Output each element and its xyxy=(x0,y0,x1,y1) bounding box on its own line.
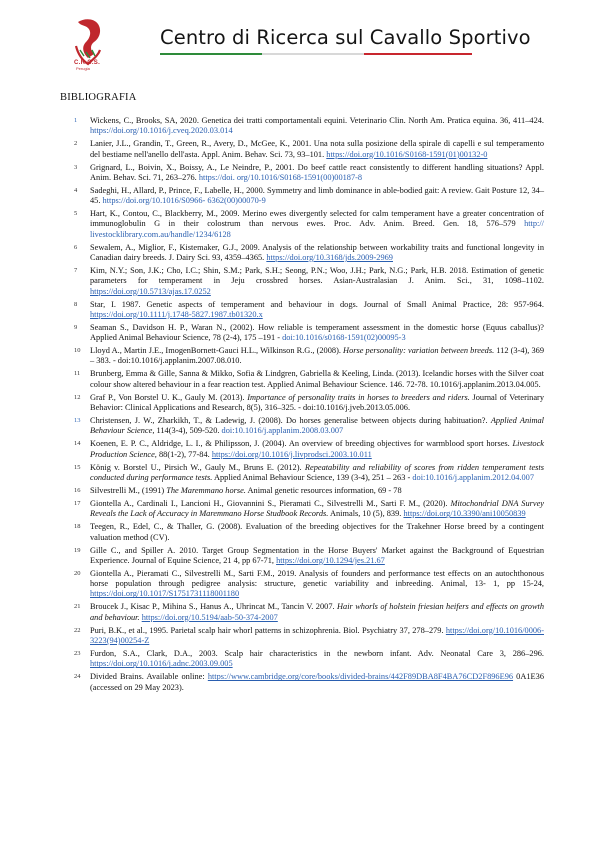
reference-link[interactable]: https://doi.org/10.1016/j.livprodsci.2003.10.011 xyxy=(211,449,372,459)
reference-number: 17 xyxy=(74,500,81,507)
reference-number: 3 xyxy=(74,163,78,171)
page-header xyxy=(0,0,600,80)
reference-number: 19 xyxy=(74,546,81,554)
reference-text: Brunberg, Emma & Gille, Sanna & Mikko, Sofia & Lindgren, Gabriella & Keeling, Linda. (2013). Icelandic horses with the Silver coat colour show altered behaviour in a fear reaction test. Applied Animal Behaviour Science. 146. 72-78. 10.1016/j.applanim.2013.04.005. xyxy=(90,369,544,389)
reference-italic-title: Horse personality: variation between breeds. xyxy=(343,346,495,356)
reference-item xyxy=(60,393,544,414)
reference-text: Sewalem, A., Miglior, F., Kistemaker, G.J., 2009. Analysis of the relationship between workability traits and functional longevity in Canadian dairy breeds. J. Dairy Sci. 93, 4359–4365. xyxy=(90,242,544,262)
reference-text: Broucek J., Kisac P., Mihina S., Hanus A., Uhrincat M., Tancin V. 2007. xyxy=(90,602,338,612)
reference-item xyxy=(60,649,544,670)
page-title: Centro di Ricerca sul Cavallo Sportivo xyxy=(160,26,531,49)
reference-item xyxy=(60,602,544,623)
reference-item xyxy=(60,486,544,496)
bibliography-list xyxy=(60,116,544,696)
flag-stripe-green xyxy=(160,53,262,55)
reference-number: 22 xyxy=(74,626,81,634)
reference-text: , 114(3-4), 509-520. xyxy=(152,426,222,436)
reference-link[interactable]: https://doi.org/10.1111/j.1748-5827.1987.tb01320.x xyxy=(90,309,263,319)
reference-text: Animals, 10 (5), 839. xyxy=(328,509,404,519)
reference-text: Applied Animal Behaviour Science, 139 (3-4), 251 – 263 - xyxy=(212,472,413,482)
reference-link[interactable]: https://doi.org/10.3390/ani10050839 xyxy=(403,509,526,519)
reference-italic-title: Mitochondrial DNA Survey Reveals the Lack of Accuracy in Maremmano Horse Studbook Records. xyxy=(90,499,544,519)
reference-item xyxy=(60,522,544,543)
reference-number: 4 xyxy=(74,186,78,194)
reference-number: 6 xyxy=(74,243,78,251)
reference-link[interactable]: https://doi.org/10.1016/j.cveq.2020.03.014 xyxy=(90,126,233,136)
reference-item xyxy=(60,499,544,520)
reference-text: Wickens, C., Brooks, SA, 2020. Genetica dei tratti comportamentali equini. Veterinario Clin. North Am. Pratica equina. 36, 411–424. xyxy=(90,116,544,125)
reference-number: 11 xyxy=(74,370,81,378)
reference-text: Grignard, L., Boivin, X., Boissy, A., Le Neindre, P., 2001. Do beef cattle react consistently to different handling situations? Appl. Anim. Behav. Sci. 71, 263–276. xyxy=(90,162,544,182)
reference-item xyxy=(60,672,544,693)
reference-text: Teegen, R., Edel, C., & Thaller, G. (2008). Evaluation of the breeding objectives for the Trakehner Horse breed by a contingent valuation method (CV). xyxy=(90,522,544,542)
logo-text: C.R.C.S. xyxy=(74,60,101,66)
reference-text: Divided Brains. Available online: xyxy=(90,672,208,682)
reference-link[interactable]: https://doi.org/10.1017/S1751731118001180 xyxy=(90,589,240,599)
reference-text: Furdon, S.A., Clark, D.A., 2003. Scalp hair characteristics in the newborn infant. Adv. Neonatal Care 3, 286–296. xyxy=(90,649,544,659)
reference-text: Seaman S., Davidson H. P., Waran N., (2002). How reliable is temperament assessment in the domestic horse (Equus caballus)? Applied Animal Behaviour Science, 78 (2-4), 175 –191 - xyxy=(90,322,544,343)
reference-number: 7 xyxy=(74,267,78,275)
reference-item xyxy=(60,300,544,321)
reference-number: 18 xyxy=(74,523,81,531)
reference-link[interactable]: https://doi.org/10.5713/ajas.17.0252 xyxy=(90,286,211,296)
reference-link[interactable]: https://doi.org/10.1016/S0168-1591(01)00132-0 xyxy=(326,149,488,159)
reference-italic-title: The Maremmano horse. xyxy=(166,485,246,495)
reference-item xyxy=(60,463,544,484)
reference-number: 24 xyxy=(74,673,81,681)
section-heading: BIBLIOGRAFIA xyxy=(60,92,137,103)
reference-italic-title: Repeatability and reliability of scores from ridden temperament tests conducted during performance tests. xyxy=(90,462,544,482)
reference-item xyxy=(60,369,544,390)
logo-subtext: Perugia xyxy=(76,66,90,71)
reference-number: 15 xyxy=(74,463,81,471)
reference-text: Lanier, J.L., Grandin, T., Green, R., Avery, D., McGee, K., 2001. Una nota sulla posizione della spirale di capelli e sul temperamento del bestiame nell'anello dell'asta. Appl. Anim. Behav. Sci. 73, 93–101. xyxy=(90,139,544,159)
reference-number: 16 xyxy=(74,486,81,494)
reference-number: 23 xyxy=(74,650,81,658)
reference-link[interactable]: doi:10.1016/s0168-1591(02)00095-3 xyxy=(282,333,406,343)
reference-link[interactable]: https://doi.org/10.1294/jes.21.67 xyxy=(276,555,385,565)
reference-number: 10 xyxy=(74,347,81,355)
reference-text: Koenen, E. P. C., Aldridge, L. I., & Philipsson, J. (2004). An overview of breeding objectives for warmblood sport horses. xyxy=(90,439,513,449)
flag-stripe-white xyxy=(262,53,364,55)
reference-item xyxy=(60,186,544,207)
reference-text: Lloyd A., Martin J.E., ImogenBornett-Gauci H.L., Wilkinson R.G., (2008). xyxy=(90,346,344,356)
reference-item xyxy=(60,163,544,184)
reference-text: Journal of Veterinary Behavior: Clinical Applications and Research, 8(5), 316–325. - doi:10.1016/j.jveb.2013.05.006. xyxy=(90,392,544,413)
reference-number: 2 xyxy=(74,140,78,148)
reference-link[interactable]: https://doi.org/10.3168/jds.2009-2969 xyxy=(266,252,393,262)
reference-link[interactable]: doi:10.1016/j.applanim.2012.04.007 xyxy=(412,472,535,482)
reference-number: 1 xyxy=(74,117,78,124)
reference-item xyxy=(60,116,544,137)
reference-number: 21 xyxy=(74,603,81,611)
reference-italic-title: Livestock Production Science xyxy=(90,439,544,459)
reference-text: Silvestrelli M., (1991) xyxy=(90,485,167,495)
reference-item xyxy=(60,346,544,367)
reference-item xyxy=(60,546,544,567)
reference-text: Gille C., and Spiller A. 2010. Target Group Segmentation in the Horse Buyers' Market against the Background of Equestrian Experience. Journal of Equine Science, 21 4, pp 67-71, xyxy=(90,545,544,565)
reference-link[interactable]: https://doi.org/10.1016/S0966- 6362(00)00070-9 xyxy=(102,196,266,206)
reference-text: Kim, N.Y.; Son, J.K.; Cho, I.C.; Shin, S.M.; Park, S.H.; Seong, P.N.; Woo, J.H.; Park, N.G.; Park, H.B. 2018. Estimation of genetic parameters for temperament in Jeju crossbred horses. Asian-Australasian J. Anim. Sci., 31, 1098–1102. xyxy=(90,266,544,286)
reference-text: Hart, K., Contou, C., Blackberry, M., 2009. Merino ewes divergently selected for calm temperament have a greater concentration of immunoglobulin G in their colostrum than nervous ewes. Proc. Adv. Anim. Breed. Gen. 18, 576–579 xyxy=(90,209,544,229)
reference-item xyxy=(60,439,544,460)
reference-number: 14 xyxy=(74,440,81,448)
reference-link[interactable]: https://doi.org/10.5194/aab-50-374-2007 xyxy=(141,612,278,622)
reference-text: Graf P., Von Borstel U. K., Gauly M. (2013). xyxy=(90,392,248,402)
reference-italic-title: Importance of personality traits in horses to breeders and riders. xyxy=(247,392,470,402)
reference-number: 5 xyxy=(74,210,78,218)
reference-item xyxy=(60,569,544,600)
reference-item xyxy=(60,323,544,344)
reference-item xyxy=(60,266,544,297)
reference-text: Giontella A., Cardinali I., Lancioni H., Giovannini S., Pieramati C., Silvestrelli M., Sarti F. M., (2020). xyxy=(90,499,451,508)
reference-text: König v. Borstel U., Pirsich W., Gauly M., Bruns E. (2012). xyxy=(90,462,305,472)
reference-number: 13 xyxy=(74,417,81,425)
reference-text: Sadeghi, H., Allard, P., Prince, F., Labelle, H., 2000. Symmetry and limb dominance in able-bodied gait: A review. Gait Posture 12, 34–45. xyxy=(90,185,544,206)
reference-link[interactable]: https://doi. org/10.1016/S0168-1591(00)00187-8 xyxy=(198,172,363,182)
reference-text: Christensen, J. W., Zharkikh, T., & Ladewig, J. (2008). Do horses generalise between objects during habituation?. xyxy=(90,416,491,426)
reference-text: , 88(1-2), 77-84. xyxy=(154,449,212,459)
reference-link[interactable]: https://doi.org/10.1016/0006-3223(94)00254-Z xyxy=(90,625,544,645)
reference-text: Star, I. 1987. Genetic aspects of temperament and behaviour in dogs. Journal of Small Animal Practice, 28: 957-964. xyxy=(90,299,544,309)
reference-text: Puri, B.K., et al., 1995. Parietal scalp hair whorl patterns in schizophrenia. Biol. Psychiatry 37, 278–279. xyxy=(90,625,446,635)
reference-item xyxy=(60,209,544,240)
flag-stripe-red xyxy=(364,53,472,55)
reference-link[interactable]: https://www.cambridge.org/core/books/divided-brains/442F89DBA8F4BA76CD2F896E96 xyxy=(207,672,514,682)
reference-text: 112 (3-4), 369 – 383. - doi:10.1016/j.applanim.2007.08.010. xyxy=(90,346,544,366)
reference-item xyxy=(60,416,544,437)
reference-item xyxy=(60,243,544,264)
reference-text: Giontella A., Pieramati C., Silvestrelli M., Sarti F.M., 2019. Analysis of founders and performance test effects on an autochthonous horse population through pedigree analysis: structure, genetic variability and inbreeding. Animal, 13- 1, pp 15-24, xyxy=(90,568,544,589)
reference-text: 0A1E36 (accessed on 29 May 2023). xyxy=(90,672,544,692)
reference-text: Animal genetic resources information, 69 - 78 xyxy=(245,485,402,495)
reference-link[interactable]: https://doi.org/10.1016/j.adnc.2003.09.005 xyxy=(90,659,233,669)
reference-italic-title: Applied Animal Behaviour Science xyxy=(90,416,544,436)
reference-item xyxy=(60,139,544,160)
reference-number: 12 xyxy=(74,393,81,401)
reference-number: 8 xyxy=(74,300,78,308)
reference-number: 20 xyxy=(74,569,81,577)
reference-link[interactable]: http:// livestocklibrary.com.au/handle/1234/6128 xyxy=(90,219,544,239)
reference-link[interactable]: doi:10.1016/j.applanim.2008.03.007 xyxy=(221,426,344,436)
reference-item xyxy=(60,626,544,647)
reference-italic-title: Hair whorls of holstein friesian heifers and effects on growth and behaviour. xyxy=(90,602,544,622)
reference-number: 9 xyxy=(74,323,78,331)
